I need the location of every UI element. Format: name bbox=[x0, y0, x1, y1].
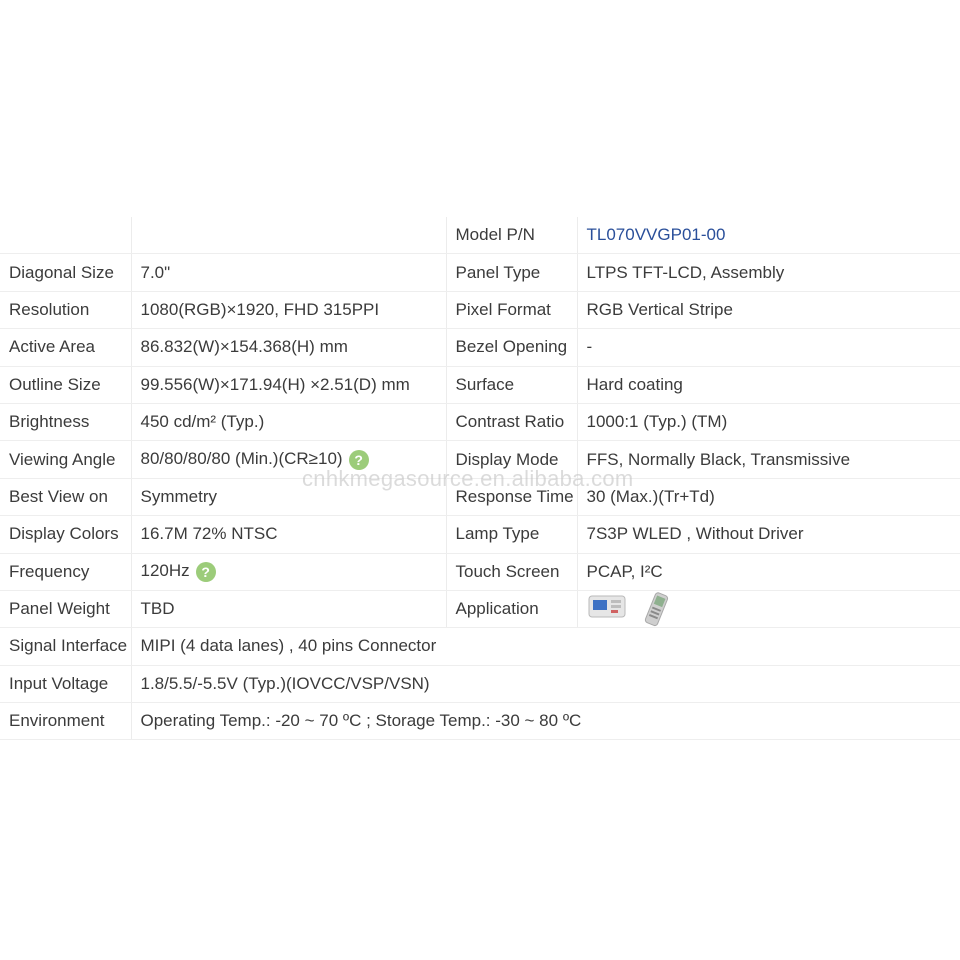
spec-label: Display Mode bbox=[446, 441, 577, 478]
table-row bbox=[0, 403, 960, 440]
spec-value: RGB Vertical Stripe bbox=[577, 291, 960, 328]
spec-value: MIPI (4 data lanes) , 40 pins Connector bbox=[131, 628, 960, 665]
spec-value bbox=[131, 553, 446, 590]
table-row bbox=[0, 665, 960, 702]
spec-label: Model P/N bbox=[446, 217, 577, 254]
table-row bbox=[0, 703, 960, 740]
table-row bbox=[0, 628, 960, 665]
spec-label: Brightness bbox=[0, 403, 131, 440]
help-icon[interactable]: ? bbox=[349, 450, 369, 470]
application-icons bbox=[587, 591, 671, 627]
spec-value: Symmetry bbox=[131, 478, 446, 515]
spec-value: 99.556(W)×171.94(H) ×2.51(D) mm bbox=[131, 366, 446, 403]
spec-label: Bezel Opening bbox=[446, 329, 577, 366]
spec-value: FFS, Normally Black, Transmissive bbox=[577, 441, 960, 478]
spec-value bbox=[131, 217, 446, 254]
mobile-terminal-icon bbox=[641, 591, 671, 627]
table-row bbox=[0, 366, 960, 403]
spec-value-text: 120Hz bbox=[140, 561, 190, 581]
spec-label: Panel Type bbox=[446, 254, 577, 291]
handheld-terminal-icon bbox=[587, 591, 627, 621]
spec-value: 16.7M 72% NTSC bbox=[131, 516, 446, 553]
spec-value-text: 80/80/80/80 (Min.)(CR≥10) bbox=[140, 449, 343, 469]
spec-value: LTPS TFT-LCD, Assembly bbox=[577, 254, 960, 291]
table-row bbox=[0, 441, 960, 478]
spec-value bbox=[577, 590, 960, 627]
spec-label: Surface bbox=[446, 366, 577, 403]
spec-value bbox=[131, 441, 446, 478]
spec-label: Panel Weight bbox=[0, 590, 131, 627]
help-icon[interactable]: ? bbox=[196, 562, 216, 582]
spec-label: Signal Interface bbox=[0, 628, 131, 665]
spec-value: Hard coating bbox=[577, 366, 960, 403]
table-row bbox=[0, 291, 960, 328]
table-row bbox=[0, 217, 960, 254]
spec-value: 450 cd/m² (Typ.) bbox=[131, 403, 446, 440]
spec-label: Outline Size bbox=[0, 366, 131, 403]
spec-table bbox=[0, 217, 960, 740]
table-row bbox=[0, 329, 960, 366]
spec-value[interactable] bbox=[577, 217, 960, 254]
spec-value: 1.8/5.5/-5.5V (Typ.)(IOVCC/VSP/VSN) bbox=[131, 665, 960, 702]
spec-label: Environment bbox=[0, 703, 131, 740]
spec-value: 30 (Max.)(Tr+Td) bbox=[577, 478, 960, 515]
spec-label: Frequency bbox=[0, 553, 131, 590]
spec-label: Display Colors bbox=[0, 516, 131, 553]
spec-label: Application bbox=[446, 590, 577, 627]
spec-label: Active Area bbox=[0, 329, 131, 366]
spec-value: Operating Temp.: -20 ~ 70 ºC ; Storage Temp.: -30 ~ 80 ºC bbox=[131, 703, 960, 740]
spec-label: Touch Screen bbox=[446, 553, 577, 590]
spec-label: Resolution bbox=[0, 291, 131, 328]
spec-label: Pixel Format bbox=[446, 291, 577, 328]
spec-value: 7.0" bbox=[131, 254, 446, 291]
model-link[interactable]: TL070VVGP01-00 bbox=[586, 225, 726, 245]
spec-label bbox=[0, 217, 131, 254]
spec-label: Best View on bbox=[0, 478, 131, 515]
spec-value: 7S3P WLED , Without Driver bbox=[577, 516, 960, 553]
watermark: cnhkmegasource.en.alibaba.com bbox=[302, 466, 634, 491]
spec-label: Lamp Type bbox=[446, 516, 577, 553]
table-row bbox=[0, 516, 960, 553]
spec-value: TBD bbox=[131, 590, 446, 627]
table-row bbox=[0, 590, 960, 627]
spec-label: Diagonal Size bbox=[0, 254, 131, 291]
spec-value: 1000:1 (Typ.) (TM) bbox=[577, 403, 960, 440]
spec-label: Viewing Angle bbox=[0, 441, 131, 478]
spec-label: Response Time bbox=[446, 478, 577, 515]
spec-label: Contrast Ratio bbox=[446, 403, 577, 440]
spec-value: PCAP, I²C bbox=[577, 553, 960, 590]
spec-label: Input Voltage bbox=[0, 665, 131, 702]
spec-value: - bbox=[577, 329, 960, 366]
table-row bbox=[0, 553, 960, 590]
spec-value: 1080(RGB)×1920, FHD 315PPI bbox=[131, 291, 446, 328]
table-row bbox=[0, 254, 960, 291]
table-row bbox=[0, 478, 960, 515]
spec-value: 86.832(W)×154.368(H) mm bbox=[131, 329, 446, 366]
